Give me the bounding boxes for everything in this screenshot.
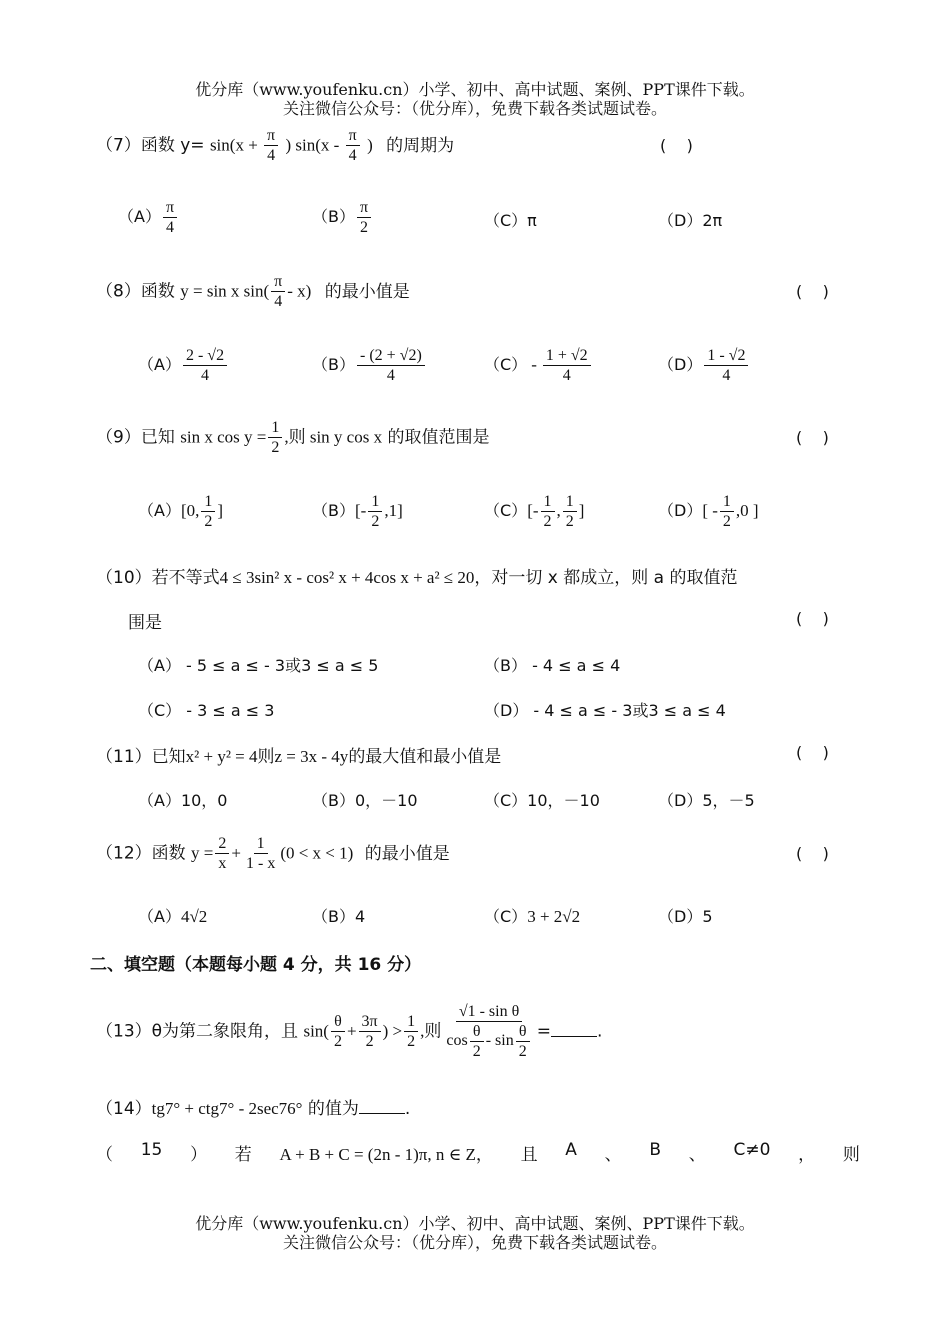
q8-option-d: （D） $\frac{1 - √2}{4}$ [658,346,750,385]
q7-option-a: （A） $\frac{\pi}{4}$ [118,198,179,237]
q7-option-c: （C）π [484,211,537,230]
q11-answer-paren: ( ) [796,743,829,762]
q7-option-b: （B） $\frac{\pi}{2}$ [312,198,373,237]
q11-option-b: （B）0，－10 [312,791,418,810]
q8-option-b: （B） $\frac{- (2 + √2)}{4}$ [312,346,427,385]
q12-option-d: （D）5 [658,907,713,926]
q12-option-a: （A）4√2 [138,907,208,926]
q7-expr-a: sin(x + [209,135,263,155]
footer-banner [0,1214,950,1252]
q7-option-d: （D）2π [658,211,723,230]
q14-answer-blank [359,1099,405,1114]
question-11: （11）已知x² + y² = 4则z = 3x - 4y的最大值和最小值是 [96,747,502,767]
question-10-line-2: 围是 [128,613,162,633]
header-line-1: 优分库（www.youfenku.cn）小学、初中、高中试题、案例、PPT课件下载。 [195,80,755,99]
q7-suffix: 的周期为 [386,135,455,156]
q7-frac: $\frac{\pi}{4}$ [264,126,278,165]
q13-answer-blank [551,1022,597,1037]
q9-option-b: （B）[- $\frac{1}{2}$ ,1] [312,493,403,530]
question-8: （8）函数 y = sin x sin( $\frac{\pi}{4}$ - x) 的最小值是 [96,273,410,310]
question-9: （9）已知 sin x cos y = $\frac{1}{2}$ ,则 sin y cos x 的取值范围是 [96,419,490,456]
q12-option-b: （B）4 [312,907,366,926]
q7-expr-b: ) sin(x - [285,135,344,155]
q11-option-a: （A）10，0 [138,791,228,810]
q7-prefix: （7）函数 y= [96,135,205,156]
q9-option-d: （D）[ - $\frac{1}{2}$ ,0 ] [658,493,759,530]
q8-answer-paren: ( ) [796,282,829,301]
q10-answer-paren: ( ) [796,609,829,628]
q11-option-d: （D）5，－5 [658,791,755,810]
q11-option-c: （C）10，－10 [484,791,600,810]
q8-option-a: （A） $\frac{2 - √2}{4}$ [138,346,229,385]
section-2-title: 二、填空题（本题每小题 4 分，共 16 分） [90,955,422,975]
q12-answer-paren: ( ) [796,844,829,863]
q9-option-c: （C）[- $\frac{1}{2}$ , $\frac{1}{2}$ ] [484,493,585,530]
header-banner [0,80,950,118]
q7-frac-2: $\frac{\pi}{4}$ [346,126,360,165]
q10-option-a: （A） - 5 ≤ a ≤ - 3或3 ≤ a ≤ 5 [138,656,379,675]
q10-option-d: （D） - 4 ≤ a ≤ - 3或3 ≤ a ≤ 4 [484,701,726,720]
header-line-2: 关注微信公众号：（优分库），免费下载各类试题试卷。 [282,99,667,118]
q7-expr-c: ) [367,135,373,155]
footer-line-1: 优分库（www.youfenku.cn）小学、初中、高中试题、案例、PPT课件下载。 [195,1214,755,1233]
q9-answer-paren: ( ) [796,428,829,447]
question-7 [96,126,454,165]
q10-option-c: （C） - 3 ≤ a ≤ 3 [138,701,275,720]
q12-option-c: （C）3 + 2√2 [484,907,581,926]
footer-line-2: 关注微信公众号：（优分库），免费下载各类试题试卷。 [282,1233,667,1252]
question-10: （10）若不等式4 ≤ 3sin² x - cos² x + 4cos x + a² ≤ 20，对一切 x 都成立，则 a 的取值范 [96,568,738,588]
question-14: （14）tg7° + ctg7° - 2sec76° 的值为 . [96,1099,411,1119]
q7-answer-paren: ( ) [660,136,693,155]
question-12: （12）函数 y = $\frac{2}{x}$ + $\frac{1}{1 - x}$ (0 < x < 1) 的最小值是 [96,835,450,872]
question-15: （ 15 ） 若 A + B + C = (2n - 1)π, n ∈ Z， 且 A 、 B 、 C≠0 ， 则 [96,1140,860,1165]
q9-option-a: （A）[0, $\frac{1}{2}$ ] [138,493,224,530]
question-13: （13）θ为第二象限角，且 sin( $\frac{\theta}{2}$ + $\frac{3\pi}{2}$ ) > $\frac{1}{2}$ ,则 √1 - sin θ cos $\frac{\theta}{2}$ - sin $\frac{\theta}{2}$ = . [96,1003,603,1060]
q10-option-b: （B） - 4 ≤ a ≤ 4 [484,656,621,675]
q8-option-c: （C） - $\frac{1 + √2}{4}$ [484,346,593,385]
